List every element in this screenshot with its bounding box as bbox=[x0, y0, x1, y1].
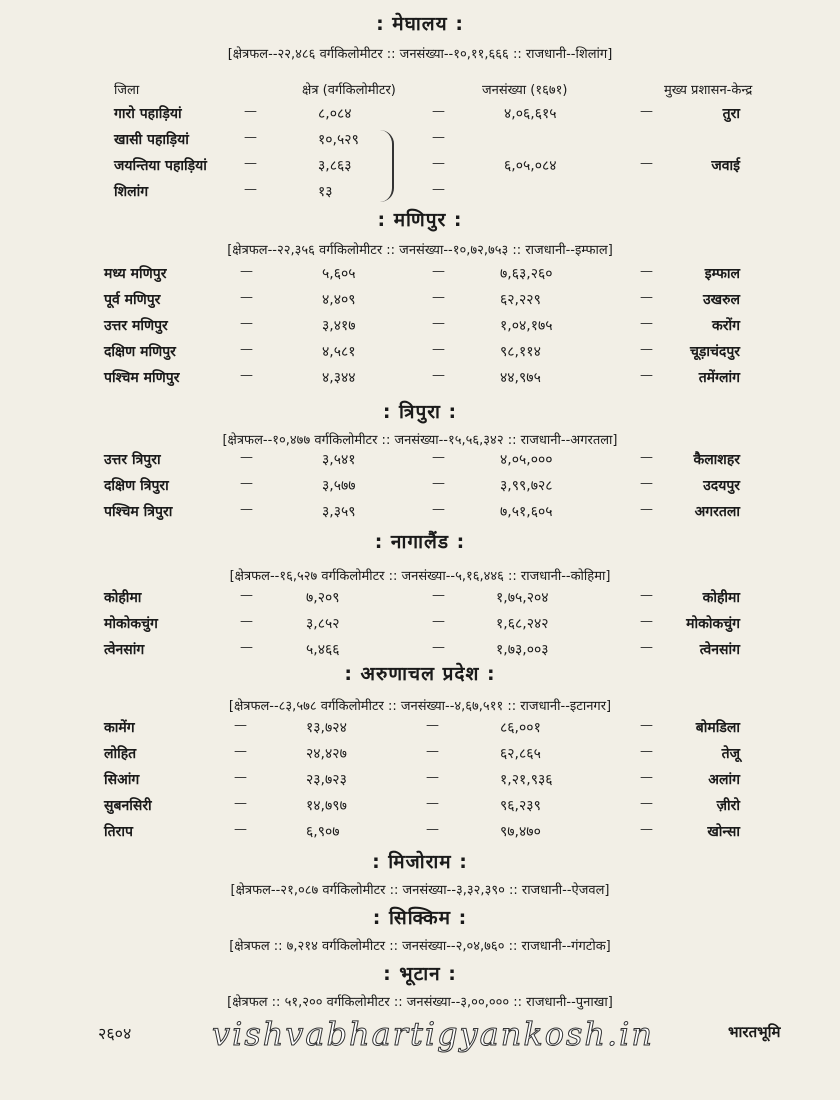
grouping-brace bbox=[378, 130, 394, 202]
area-value: ४,४०९ bbox=[322, 292, 356, 308]
district-name: दक्षिण मणिपुर bbox=[104, 344, 176, 360]
population-value: ९८,११४ bbox=[500, 344, 541, 360]
district-name: मध्य मणिपुर bbox=[104, 266, 167, 282]
page-number: २६०४ bbox=[98, 1024, 132, 1043]
dash-separator: — bbox=[432, 104, 445, 119]
dash-separator: — bbox=[432, 450, 445, 465]
dash-separator: — bbox=[234, 744, 247, 759]
dash-separator: — bbox=[432, 502, 445, 517]
dash-separator: — bbox=[244, 156, 257, 171]
headquarters-name: इम्फाल bbox=[704, 266, 740, 282]
district-name: जयन्तिया पहाड़ियां bbox=[114, 158, 207, 174]
population-value: ९६,२३९ bbox=[500, 798, 541, 814]
headquarters-name: खोन्सा bbox=[707, 824, 740, 840]
table-row bbox=[0, 342, 840, 366]
area-value: ३,८६३ bbox=[318, 158, 352, 174]
dash-separator: — bbox=[432, 368, 445, 383]
area-value: ८,०८४ bbox=[318, 106, 352, 122]
population-value: ४,०६,६१५ bbox=[504, 106, 557, 122]
population-value: १,६८,२४२ bbox=[496, 616, 549, 632]
area-value: ३,३५९ bbox=[322, 504, 356, 520]
section-info-arunachal-pradesh: [क्षेत्रफल--८३,५७८ वर्गकिलोमीटर :: जनसंख्या--४,६७,५११ :: राजधानी--इटानगर] bbox=[228, 699, 612, 714]
population-value: १,७५,२०४ bbox=[496, 590, 549, 606]
headquarters-name: ज़ीरो bbox=[716, 798, 740, 814]
population-value: १,२१,९३६ bbox=[500, 772, 553, 788]
district-name: मोकोकचुंग bbox=[104, 616, 158, 632]
district-name: पश्चिम त्रिपुरा bbox=[104, 504, 173, 520]
table-row bbox=[0, 614, 840, 638]
section-info-sikkim: [क्षेत्रफल :: ७,२१४ वर्गकिलोमीटर :: जनसंख्या--२,०४,७६० :: राजधानी--गंगटोक] bbox=[229, 939, 611, 954]
dash-separator: — bbox=[432, 640, 445, 655]
table-row bbox=[0, 104, 840, 128]
district-name: दक्षिण त्रिपुरा bbox=[104, 478, 169, 494]
dash-separator: — bbox=[244, 104, 257, 119]
headquarters-name: जवाई bbox=[711, 158, 740, 174]
district-name: उत्तर मणिपुर bbox=[104, 318, 168, 334]
district-name: तिराप bbox=[104, 824, 133, 840]
section-info-meghalaya: [क्षेत्रफल--२२,४८६ वर्गकिलोमीटर :: जनसंख्या--१०,११,६६६ :: राजधानी--शिलांग] bbox=[227, 47, 613, 62]
population-value: १,७३,००३ bbox=[496, 642, 549, 658]
dash-separator: — bbox=[640, 290, 653, 305]
table-row bbox=[0, 770, 840, 794]
section-info-nagaland: [क्षेत्रफल--१६,५२७ वर्गकिलोमीटर :: जनसंख्या--५,१६,४४६ :: राजधानी--कोहिमा] bbox=[229, 569, 611, 584]
area-value: ३,५७७ bbox=[322, 478, 356, 494]
dash-separator: — bbox=[640, 822, 653, 837]
district-name: त्वेनसांग bbox=[104, 642, 145, 658]
table-row bbox=[0, 316, 840, 340]
headquarters-name: उदयपुर bbox=[703, 478, 740, 494]
dash-separator: — bbox=[240, 342, 253, 357]
table-row bbox=[0, 822, 840, 846]
header-population: जनसंख्या (१६७१) bbox=[482, 83, 568, 98]
dash-separator: — bbox=[640, 502, 653, 517]
table-row bbox=[0, 476, 840, 500]
dash-separator: — bbox=[240, 264, 253, 279]
dash-separator: — bbox=[234, 770, 247, 785]
dash-separator: — bbox=[240, 502, 253, 517]
section-title-bhutan: : भूटान : bbox=[383, 963, 457, 985]
dash-separator: — bbox=[426, 822, 439, 837]
dash-separator: — bbox=[640, 796, 653, 811]
table-row bbox=[0, 290, 840, 314]
table-row bbox=[0, 264, 840, 288]
headquarters-name: अगरतला bbox=[694, 504, 740, 520]
dash-separator: — bbox=[640, 718, 653, 733]
headquarters-name: तुरा bbox=[722, 106, 740, 122]
headquarters-name: कोहीमा bbox=[702, 590, 740, 606]
area-value: ५,४६६ bbox=[306, 642, 340, 658]
dash-separator: — bbox=[640, 368, 653, 383]
area-value: ४,३४४ bbox=[322, 370, 356, 386]
dash-separator: — bbox=[432, 476, 445, 491]
watermark-text: vishvabhartigyankosh.in bbox=[212, 1015, 655, 1053]
population-value: १,०४,१७५ bbox=[500, 318, 553, 334]
section-info-tripura: [क्षेत्रफल--१०,४७७ वर्गकिलोमीटर :: जनसंख्या--१५,५६,३४२ :: राजधानी--अगरतला] bbox=[222, 433, 618, 448]
dash-separator: — bbox=[640, 588, 653, 603]
district-name: उत्तर त्रिपुरा bbox=[104, 452, 161, 468]
dash-separator: — bbox=[244, 130, 257, 145]
population-value: ९७,४७० bbox=[500, 824, 541, 840]
section-title-sikkim: : सिक्किम : bbox=[372, 907, 468, 929]
dash-separator: — bbox=[426, 770, 439, 785]
population-value: ४,०५,००० bbox=[500, 452, 553, 468]
headquarters-name: अलांग bbox=[708, 772, 740, 788]
dash-separator: — bbox=[432, 182, 445, 197]
headquarters-name: बोमडिला bbox=[695, 720, 740, 736]
area-value: ५,६०५ bbox=[322, 266, 356, 282]
dash-separator: — bbox=[640, 156, 653, 171]
dash-separator: — bbox=[640, 476, 653, 491]
dash-separator: — bbox=[244, 182, 257, 197]
dash-separator: — bbox=[240, 316, 253, 331]
section-info-manipur: [क्षेत्रफल--२२,३५६ वर्गकिलोमीटर :: जनसंख्या--१०,७२,७५३ :: राजधानी--इम्फाल] bbox=[227, 243, 613, 258]
dash-separator: — bbox=[640, 770, 653, 785]
dash-separator: — bbox=[234, 822, 247, 837]
dash-separator: — bbox=[432, 264, 445, 279]
header-hq: मुख्य प्रशासन-केन्द्र bbox=[664, 83, 753, 98]
headquarters-name: कैलाशहर bbox=[693, 452, 740, 468]
district-name: खासी पहाड़ियां bbox=[114, 132, 189, 148]
headquarters-name: तेजू bbox=[721, 746, 740, 762]
section-title-tripura: : त्रिपुरा : bbox=[382, 401, 458, 423]
area-value: ३,८५२ bbox=[306, 616, 340, 632]
dash-separator: — bbox=[432, 290, 445, 305]
area-value: १०,५२९ bbox=[318, 132, 359, 148]
book-title: भारतभूमि bbox=[728, 1023, 781, 1041]
dash-separator: — bbox=[640, 640, 653, 655]
table-row bbox=[0, 718, 840, 742]
dash-separator: — bbox=[432, 156, 445, 171]
headquarters-name: चूड़ाचंदपुर bbox=[689, 344, 740, 360]
dash-separator: — bbox=[234, 796, 247, 811]
area-value: १३ bbox=[318, 184, 333, 200]
dash-separator: — bbox=[640, 450, 653, 465]
area-value: ३,४१७ bbox=[322, 318, 356, 334]
area-value: ३,५४१ bbox=[322, 452, 356, 468]
dash-separator: — bbox=[640, 342, 653, 357]
population-value: ६,०५,०८४ bbox=[504, 158, 557, 174]
dash-separator: — bbox=[234, 718, 247, 733]
dash-separator: — bbox=[240, 476, 253, 491]
dash-separator: — bbox=[432, 588, 445, 603]
dash-separator: — bbox=[640, 614, 653, 629]
headquarters-name: उखरुल bbox=[703, 292, 740, 308]
population-value: ६२,८६५ bbox=[500, 746, 541, 762]
dash-separator: — bbox=[426, 744, 439, 759]
table-row bbox=[0, 130, 840, 154]
population-value: ३,९९,७२८ bbox=[500, 478, 553, 494]
area-value: २४,४२७ bbox=[306, 746, 347, 762]
dash-separator: — bbox=[240, 368, 253, 383]
district-name: पूर्व मणिपुर bbox=[104, 292, 161, 308]
district-name: पश्चिम मणिपुर bbox=[104, 370, 180, 386]
section-info-bhutan: [क्षेत्रफल :: ५१,२०० वर्गकिलोमीटर :: जनसंख्या--३,००,००० :: राजधानी--पुनाखा] bbox=[227, 995, 613, 1010]
district-name: शिलांग bbox=[114, 184, 149, 200]
population-value: ६२,२२९ bbox=[500, 292, 541, 308]
dash-separator: — bbox=[432, 342, 445, 357]
district-name: कामेंग bbox=[104, 720, 135, 736]
header-district: जिला bbox=[114, 83, 140, 98]
population-value: ८६,००१ bbox=[500, 720, 541, 736]
section-title-mizoram: : मिजोराम : bbox=[372, 851, 468, 873]
district-name: सिआंग bbox=[104, 772, 140, 788]
section-title-manipur: : मणिपुर : bbox=[377, 209, 463, 231]
population-value: ७,५१,६०५ bbox=[500, 504, 553, 520]
table-row bbox=[0, 182, 840, 206]
area-value: १३,७२४ bbox=[306, 720, 347, 736]
population-value: ४४,९७५ bbox=[500, 370, 541, 386]
population-value: ७,६३,२६० bbox=[500, 266, 553, 282]
area-value: १४,७९७ bbox=[306, 798, 347, 814]
dash-separator: — bbox=[640, 316, 653, 331]
dash-separator: — bbox=[432, 614, 445, 629]
dash-separator: — bbox=[240, 614, 253, 629]
district-name: गारो पहाड़ियां bbox=[114, 106, 182, 122]
table-row bbox=[0, 588, 840, 612]
table-row bbox=[0, 502, 840, 526]
area-value: ७,२०९ bbox=[306, 590, 340, 606]
area-value: ४,५८१ bbox=[322, 344, 356, 360]
dash-separator: — bbox=[640, 104, 653, 119]
section-info-mizoram: [क्षेत्रफल--२१,०८७ वर्गकिलोमीटर :: जनसंख्या--३,३२,३९० :: राजधानी--ऐजवल] bbox=[230, 883, 610, 898]
dash-separator: — bbox=[432, 130, 445, 145]
header-area: क्षेत्र (वर्गकिलोमीटर) bbox=[302, 83, 396, 98]
headquarters-name: त्वेनसांग bbox=[699, 642, 740, 658]
district-name: सुबनसिरी bbox=[104, 798, 152, 814]
section-title-meghalaya: : मेघालय : bbox=[376, 13, 464, 35]
dash-separator: — bbox=[240, 640, 253, 655]
table-row bbox=[0, 796, 840, 820]
headquarters-name: मोकोकचुंग bbox=[686, 616, 740, 632]
section-title-nagaland: : नागालैंड : bbox=[374, 531, 466, 553]
dash-separator: — bbox=[426, 718, 439, 733]
dash-separator: — bbox=[640, 744, 653, 759]
table-row bbox=[0, 450, 840, 474]
dash-separator: — bbox=[640, 264, 653, 279]
headquarters-name: तमेंग्लांग bbox=[698, 370, 740, 386]
headquarters-name: करोंग bbox=[712, 318, 740, 334]
area-value: ६,९०७ bbox=[306, 824, 340, 840]
dash-separator: — bbox=[240, 588, 253, 603]
section-title-arunachal-pradesh: : अरुणाचल प्रदेश : bbox=[344, 663, 496, 685]
district-name: लोहित bbox=[104, 746, 137, 762]
dash-separator: — bbox=[426, 796, 439, 811]
table-row bbox=[0, 744, 840, 768]
area-value: २३,७२३ bbox=[306, 772, 347, 788]
dash-separator: — bbox=[240, 450, 253, 465]
table-row bbox=[0, 368, 840, 392]
dash-separator: — bbox=[432, 316, 445, 331]
district-name: कोहीमा bbox=[104, 590, 142, 606]
table-row bbox=[0, 156, 840, 180]
dash-separator: — bbox=[240, 290, 253, 305]
